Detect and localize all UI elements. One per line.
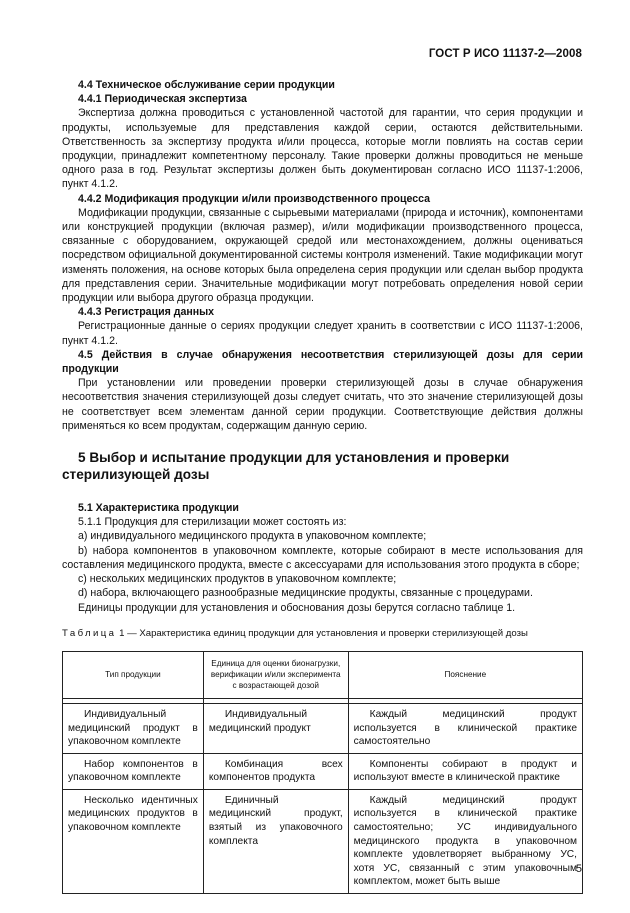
table-caption bbox=[62, 627, 583, 641]
heading-4-4-3: 4.4.3 Регистрация данных bbox=[78, 306, 215, 319]
table-cell: Каждый медицинский продукт используется в клинической практике самостоятельно; УС индивидуального медицинского продукта в упаковочном комплекте удовлетворяет выбранному УС, хотя УС, связанный с этим упаковочным комплектом, может быть выше bbox=[348, 789, 582, 893]
table-cell: Индивидуальный медицинский продукт в упаковочном комплекте bbox=[63, 703, 204, 753]
table-cell: Индивидуальный медицинский продукт bbox=[203, 703, 348, 753]
paragraph-4-4-2: Модификации продукции, связанные с сырьевыми материалами (природа и источник), компонентами или конструкцией продукции (включая размер), и/или модификации производственного процесса, связанные с оборудованием, окружающей средой или местонахождением, должны оцениваться посредством официальной документированной системы контроля изменений. Такие модификации могут изменять положения, на основе которых была определена серия продукции или сделан выбор продукта для представления серии. Значительные модификации могут потребовать определения новой серии продукции или выбора другого образца продукции. bbox=[62, 206, 583, 305]
table-cell: Набор компонентов в упаковочном комплекте bbox=[63, 753, 204, 789]
list-item: d) набора, включающего разнообразные медицинские продукты, связанные с процедурами. bbox=[78, 587, 533, 600]
table-cell: Комбинация всех компонентов продукта bbox=[203, 753, 348, 789]
paragraph-4-4-3: Регистрационные данные о сериях продукции следует хранить в соответствии с ИСО 11137-1:2006, пункт 4.1.2. bbox=[62, 320, 583, 347]
heading-4-4-1: 4.4.1 Периодическая экспертиза bbox=[78, 93, 247, 106]
standard-header: ГОСТ Р ИСО 11137-2—2008 bbox=[428, 48, 582, 60]
heading-section-5: 5 Выбор и испытание продукции для установления и проверки стерилизующей дозы bbox=[62, 450, 510, 483]
list-item: b) набора компонентов в упаковочном комплекте, которые собирают в месте использования для составления медицинского продукта, вместе с аксессуарами для использования этого продукта в сборе; bbox=[62, 544, 583, 571]
product-units-table bbox=[62, 651, 583, 894]
table-cell: Каждый медицинский продукт используется в клинической практике самостоятельно bbox=[348, 703, 582, 753]
table-row bbox=[63, 753, 583, 789]
column-header: Единица для оценки бионагрузки, верификации и/или эксперимента с возрастающей дозой bbox=[203, 651, 348, 698]
page-number: 5 bbox=[575, 863, 582, 875]
table-header-row bbox=[63, 651, 583, 698]
heading-5-1: 5.1 Характеристика продукции bbox=[78, 502, 239, 515]
list-item: c) нескольких медицинских продуктов в упаковочном комплекте; bbox=[78, 573, 397, 586]
table-cell: Несколько идентичных медицинских продуктов в упаковочном комплекте bbox=[63, 789, 204, 893]
paragraph-4-4-1: Экспертиза должна проводиться с установленной частотой для гарантии, что серия продукции и продукты, используемые для представления каждой серии, остаются действительными. Ответственность за экспертизу продукта и/или процесса, которые могли повлиять на состав серии продукции, принадлежит компетентному персоналу. Такие проверки должны проводиться не меньше одного раза в год. Результат экспертизы должен быть документирован согласно ИСО 11137-1:2006, пункт 4.1.2. bbox=[62, 107, 583, 191]
column-header: Пояснение bbox=[348, 651, 582, 698]
paragraph-table-reference: Единицы продукции для установления и обоснования дозы берутся согласно таблице 1. bbox=[78, 601, 516, 614]
document-body bbox=[62, 78, 583, 894]
table-cell: Компоненты собирают в продукт и используют вместе в клинической практике bbox=[348, 753, 582, 789]
table-caption-text: 1 — Характеристика единиц продукции для установления и проверки стерилизующей дозы bbox=[119, 627, 528, 639]
table-cell: Единичный медицинский продукт, взятый из упаковочного комплекта bbox=[203, 789, 348, 893]
column-header: Тип продукции bbox=[63, 651, 204, 698]
heading-4-5: 4.5 Действия в случае обнаружения несоответствия стерилизующей дозы для серии продукции bbox=[62, 348, 583, 376]
paragraph-4-5: При установлении или проведении проверки стерилизующей дозы в случае обнаружения несоответствия значения стерилизующей дозы следует считать, что это значение стерилизующей дозы не соответствует всем элементам данной серии продукции. Соответствующие действия должны применяться ко всем продуктам, содержащим данную серию. bbox=[62, 377, 583, 432]
table-row bbox=[63, 789, 583, 893]
table-row bbox=[63, 703, 583, 753]
heading-4-4: 4.4 Техническое обслуживание серии продукции bbox=[78, 79, 335, 91]
table-caption-word: Таблица bbox=[62, 627, 117, 639]
paragraph-5-1-1: 5.1.1 Продукция для стерилизации может состоять из: bbox=[78, 516, 347, 529]
list-item: a) индивидуального медицинского продукта в упаковочном комплекте; bbox=[78, 530, 427, 543]
heading-4-4-2: 4.4.2 Модификация продукции и/или производственного процесса bbox=[78, 192, 431, 205]
